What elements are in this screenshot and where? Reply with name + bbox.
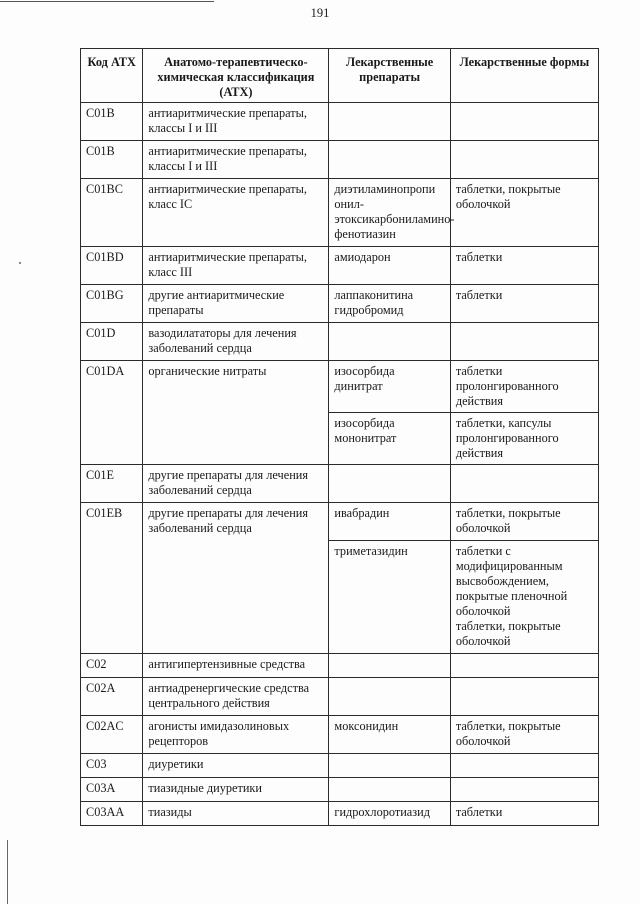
table-row — [81, 654, 599, 678]
drug-cell: амиодарон — [329, 247, 450, 285]
atc-code-cell: C01B — [81, 103, 143, 141]
scan-speck — [19, 262, 21, 264]
form-cell: таблетки, покрытые оболочкой — [450, 716, 598, 754]
table-row — [81, 754, 599, 778]
classification-cell: антиадренергические средства центрального действия — [143, 678, 329, 716]
table-row — [81, 678, 599, 716]
form-cell — [450, 465, 598, 503]
table-row — [81, 361, 599, 413]
form-cell: таблетки пролонгированного действия — [450, 361, 598, 413]
atc-code-cell: C03AA — [81, 802, 143, 826]
form-cell — [450, 323, 598, 361]
drug-cell: лаппаконитина гидробромид — [329, 285, 450, 323]
form-cell: таблетки — [450, 285, 598, 323]
table-row — [81, 141, 599, 179]
atc-code-cell: C02A — [81, 678, 143, 716]
atc-code-cell: C03A — [81, 778, 143, 802]
form-cell: таблетки, покрытые оболочкой — [450, 503, 598, 541]
atc-code-cell: C01BC — [81, 179, 143, 247]
table-header-row — [81, 49, 599, 103]
table-body — [81, 103, 599, 826]
form-cell — [450, 103, 598, 141]
scan-edge-line-top — [0, 1, 214, 2]
classification-cell: агонисты имидазолиновых рецепторов — [143, 716, 329, 754]
atc-code-cell: C01D — [81, 323, 143, 361]
classification-cell: антиаритмические препараты, класс III — [143, 247, 329, 285]
table-row — [81, 285, 599, 323]
form-cell — [450, 754, 598, 778]
table-row — [81, 802, 599, 826]
drug-cell: ивабрадин — [329, 503, 450, 541]
table-row — [81, 323, 599, 361]
atc-table — [80, 48, 599, 826]
drug-cell — [329, 754, 450, 778]
drug-cell: изосорбида мононитрат — [329, 413, 450, 465]
classification-cell: органические нитраты — [143, 361, 329, 465]
drug-cell — [329, 678, 450, 716]
header-atc-code: Код АТХ — [81, 49, 143, 103]
drug-cell — [329, 654, 450, 678]
drug-cell — [329, 103, 450, 141]
header-drugs: Лекарственные препараты — [329, 49, 450, 103]
atc-code-cell: C01DA — [81, 361, 143, 465]
atc-code-cell: C01BG — [81, 285, 143, 323]
drug-cell: моксонидин — [329, 716, 450, 754]
atc-code-cell: C03 — [81, 754, 143, 778]
drug-cell: диэтиламинопропи онил-этоксикарбониламино-фенотиазин — [329, 179, 450, 247]
classification-cell: тиазиды — [143, 802, 329, 826]
atc-code-cell: C01BD — [81, 247, 143, 285]
table-row — [81, 465, 599, 503]
form-cell: таблетки — [450, 247, 598, 285]
classification-cell: тиазидные диуретики — [143, 778, 329, 802]
table-row — [81, 179, 599, 247]
classification-cell: вазодилататоры для лечения заболеваний сердца — [143, 323, 329, 361]
drug-cell — [329, 323, 450, 361]
drug-cell: гидрохлоротиазид — [329, 802, 450, 826]
atc-code-cell: C01E — [81, 465, 143, 503]
form-cell — [450, 654, 598, 678]
page-number: 191 — [310, 6, 330, 20]
header-dosage-forms: Лекарственные формы — [450, 49, 598, 103]
atc-code-cell: C02 — [81, 654, 143, 678]
table-row — [81, 103, 599, 141]
drug-cell: изосорбида динитрат — [329, 361, 450, 413]
table-row — [81, 778, 599, 802]
classification-cell: диуретики — [143, 754, 329, 778]
classification-cell: антиаритмические препараты, класс IC — [143, 179, 329, 247]
classification-cell: антигипертензивные средства — [143, 654, 329, 678]
scan-edge-line-left — [7, 840, 8, 904]
form-cell — [450, 678, 598, 716]
classification-cell: другие препараты для лечения заболеваний сердца — [143, 465, 329, 503]
header-atc-classification: Анатомо-терапевтическо-химическая классификация (АТХ) — [143, 49, 329, 103]
classification-cell: антиаритмические препараты, классы I и III — [143, 141, 329, 179]
form-cell — [450, 778, 598, 802]
form-cell: таблетки, покрытые оболочкой — [450, 179, 598, 247]
drug-cell — [329, 465, 450, 503]
drug-cell: триметазидин — [329, 541, 450, 654]
atc-code-cell: C01EB — [81, 503, 143, 654]
table-row — [81, 503, 599, 541]
form-cell: таблетки, капсулы пролонгированного действия — [450, 413, 598, 465]
form-cell — [450, 141, 598, 179]
classification-cell: другие препараты для лечения заболеваний сердца — [143, 503, 329, 654]
table-row — [81, 247, 599, 285]
form-cell: таблетки с модифицированным высвобождением, покрытые пленочной оболочкой таблетки, покрытые оболочкой — [450, 541, 598, 654]
classification-cell: антиаритмические препараты, классы I и III — [143, 103, 329, 141]
form-cell: таблетки — [450, 802, 598, 826]
atc-code-cell: C01B — [81, 141, 143, 179]
drug-cell — [329, 141, 450, 179]
table-row — [81, 716, 599, 754]
atc-code-cell: C02AC — [81, 716, 143, 754]
drug-cell — [329, 778, 450, 802]
classification-cell: другие антиаритмические препараты — [143, 285, 329, 323]
